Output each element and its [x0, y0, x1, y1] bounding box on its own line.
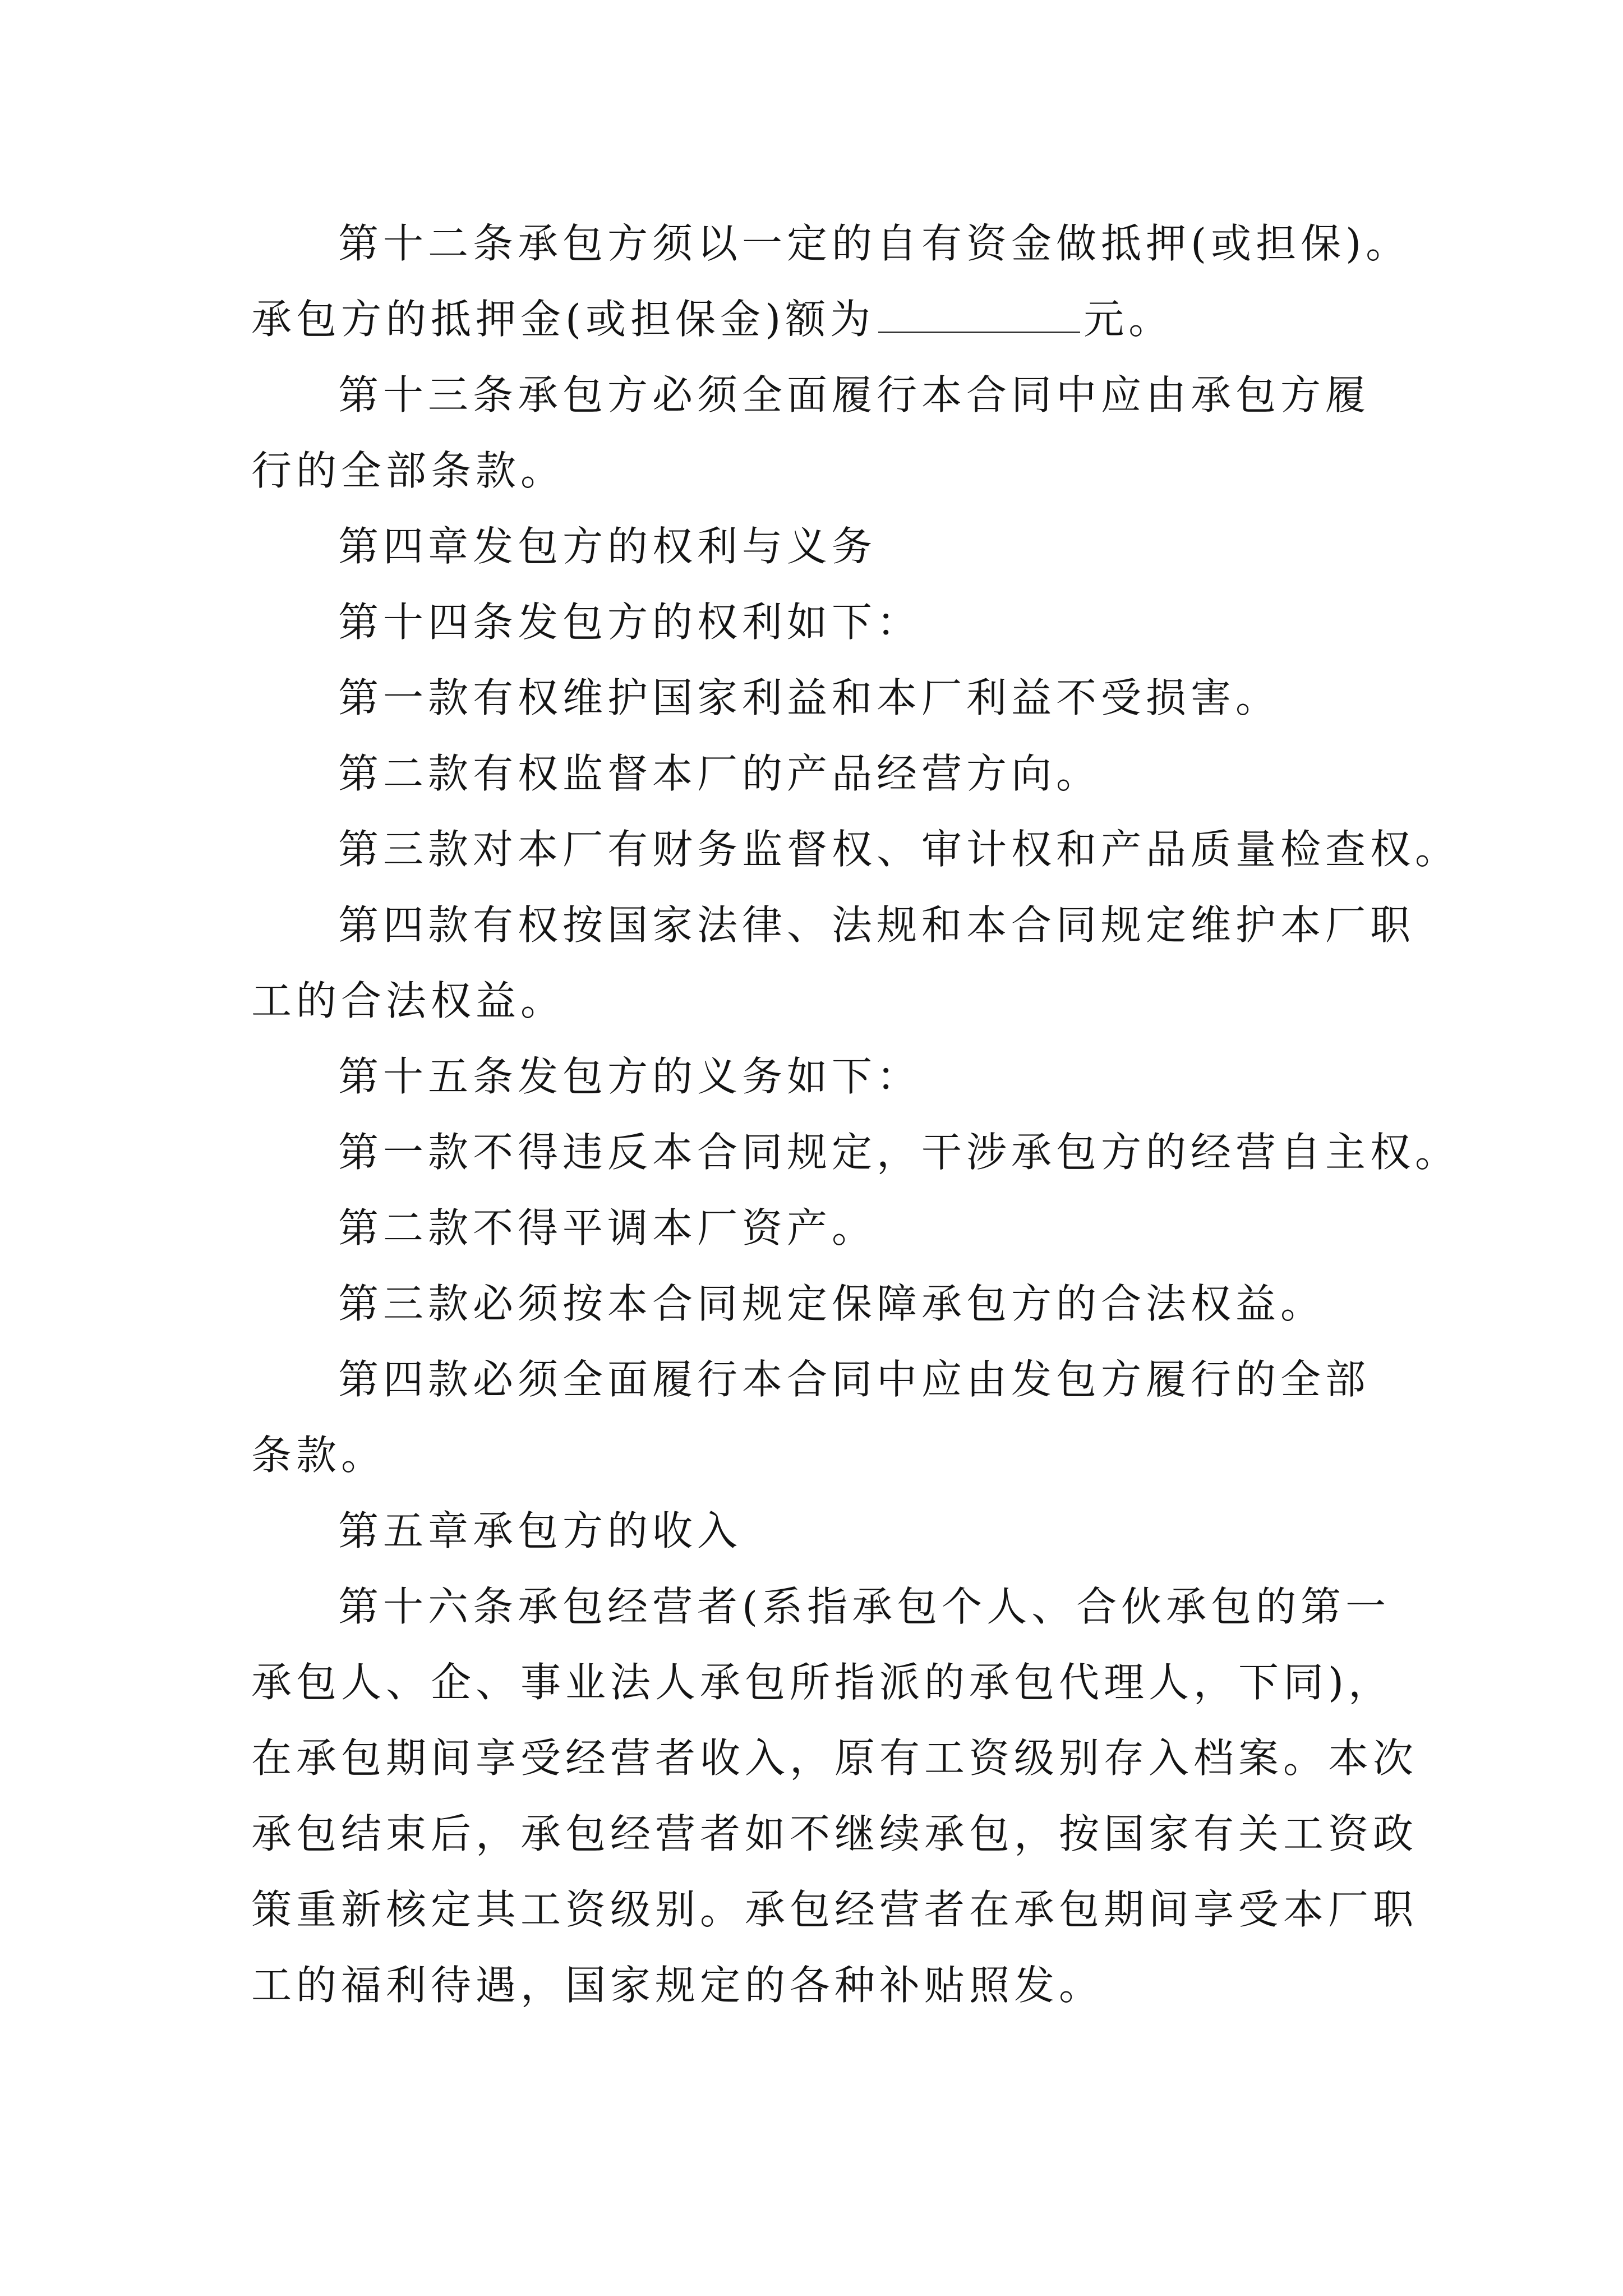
text-line: 第一款不得违反本合同规定，干涉承包方的经营自主权。: [338, 1129, 1460, 1176]
text-line: 第十二条承包方须以一定的自有资金做抵押(或担保)。: [338, 220, 1411, 267]
amount-blank: [878, 292, 1080, 333]
text-line: 第二款不得平调本厂资产。: [338, 1204, 877, 1251]
text-line: 第十五条发包方的义务如下：: [338, 1053, 922, 1100]
text-line: 第二款有权监督本厂的产品经营方向。: [338, 750, 1101, 797]
text-line: 第三款对本厂有财务监督权、审计权和产品质量检查权。: [338, 826, 1460, 873]
text-fragment: 元。: [1083, 296, 1174, 343]
text-line: [251, 291, 1173, 347]
text-line: 第十四条发包方的权利如下：: [338, 599, 922, 646]
text-line: 第十三条承包方必须全面履行本合同中应由承包方履: [338, 371, 1371, 418]
chapter-heading: 第四章发包方的权利与义务: [338, 523, 877, 570]
text-line: 第四款有权按国家法律、法规和本合同规定维护本厂职: [338, 901, 1415, 949]
text-line: 第一款有权维护国家利益和本厂利益不受损害。: [338, 674, 1281, 721]
text-line: 工的合法权益。: [251, 977, 566, 1024]
text-line: 第三款必须按本合同规定保障承包方的合法权益。: [338, 1280, 1326, 1327]
text-line: 工的福利待遇，国家规定的各种补贴照发。: [251, 1962, 1104, 2009]
text-line: 策重新核定其工资级别。承包经营者在承包期间享受本厂职: [251, 1886, 1418, 1933]
text-line: 第十六条承包经营者(系指承包个人、合伙承包的第一: [338, 1583, 1391, 1630]
text-line: 承包人、企、事业法人承包所指派的承包代理人，下同)，: [251, 1659, 1394, 1706]
text-line: 在承包期间享受经营者收入，原有工资级别存入档案。本次: [251, 1734, 1418, 1782]
text-line: 条款。: [251, 1432, 386, 1479]
text-line: 第四款必须全面履行本合同中应由发包方履行的全部: [338, 1356, 1371, 1403]
text-fragment: 承包方的抵押金(或担保金)额为: [251, 296, 875, 343]
chapter-heading: 第五章承包方的收入: [338, 1507, 743, 1554]
text-line: 行的全部条款。: [251, 447, 566, 494]
text-line: 承包结束后，承包经营者如不继续承包，按国家有关工资政: [251, 1810, 1418, 1857]
